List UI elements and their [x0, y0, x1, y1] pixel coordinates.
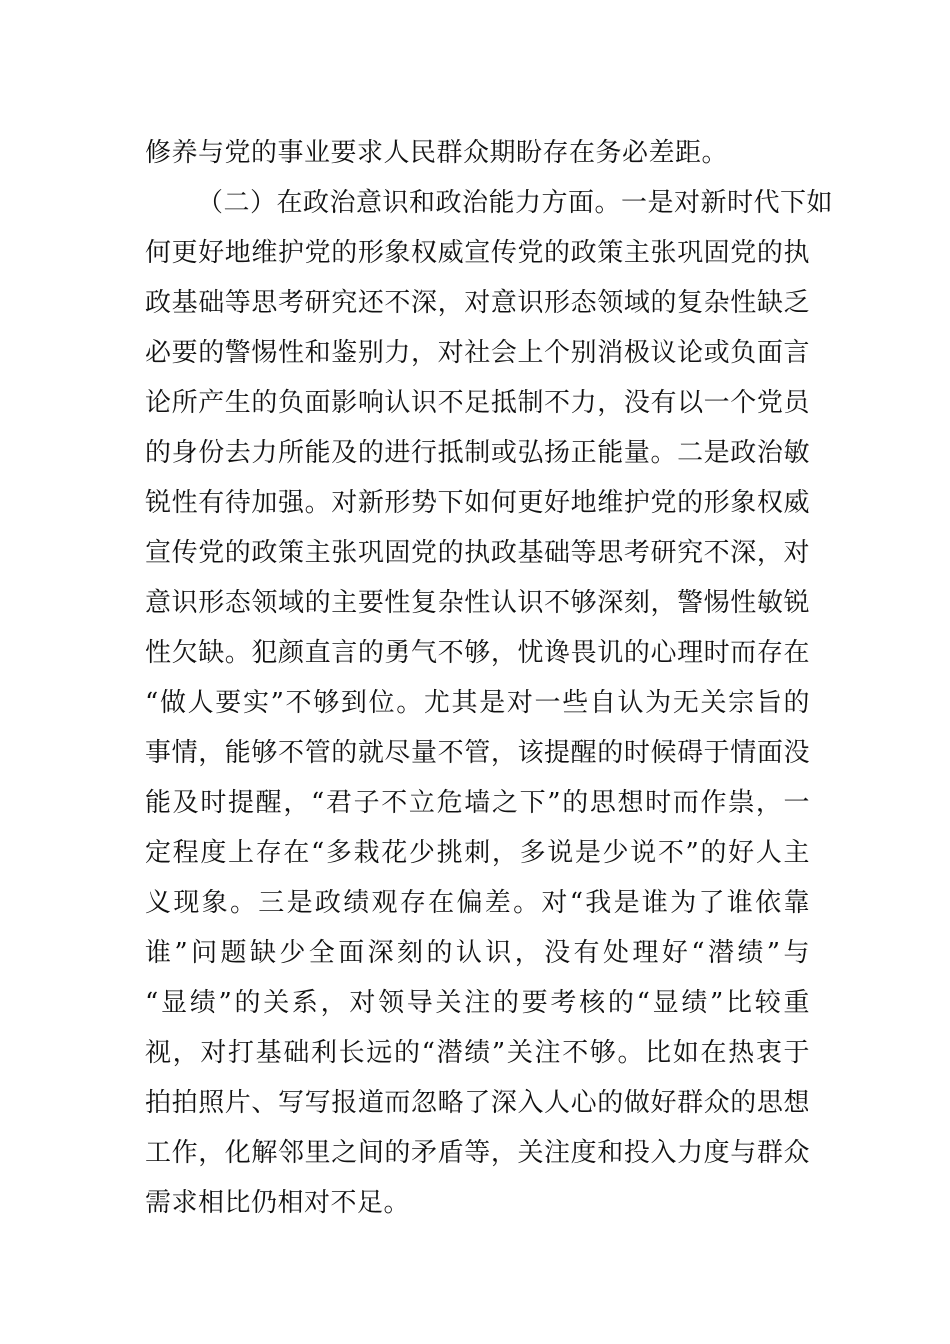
text-line: “做人要实”不够到位。尤其是对一些自认为无关宗旨的 [145, 688, 810, 718]
text-line: 政基础等思考研究还不深，对意识形态领域的复杂性缺乏 [145, 288, 810, 318]
text-line: 视，对打基础利长远的“潜绩”关注不够。比如在热衷于 [145, 1038, 810, 1068]
text-line: 定程度上存在“多栽花少挑刺，多说是少说不”的好人主 [145, 838, 810, 868]
text-line: 事情，能够不管的就尽量不管，该提醒的时候碍于情面没 [145, 738, 810, 768]
text-line: 论所产生的负面影响认识不足抵制不力，没有以一个党员 [145, 388, 810, 418]
text-line: 必要的警惕性和鉴别力，对社会上个别消极议论或负面言 [145, 338, 810, 368]
text-line: 修养与党的事业要求人民群众期盼存在务必差距。 [145, 138, 729, 168]
text-line: 锐性有待加强。对新形势下如何更好地维护党的形象权威 [145, 488, 810, 518]
text-line: 义现象。三是政绩观存在偏差。对“我是谁为了谁依靠 [145, 888, 810, 918]
body-text [145, 128, 834, 1228]
text-line: 宣传党的政策主张巩固党的执政基础等思考研究不深，对 [145, 538, 810, 568]
text-line: 的身份去力所能及的进行抵制或弘扬正能量。二是政治敏 [145, 438, 810, 468]
text-line: “显绩”的关系，对领导关注的要考核的“显绩”比较重 [145, 988, 810, 1018]
text-line: 能及时提醒，“君子不立危墙之下”的思想时而作祟，一 [145, 788, 810, 818]
text-line: 性欠缺。犯颜直言的勇气不够，忧谗畏讥的心理时而存在 [145, 638, 810, 668]
text-line: 拍拍照片、写写报道而忽略了深入人心的做好群众的思想 [145, 1088, 810, 1118]
text-line: 谁”问题缺少全面深刻的认识，没有处理好“潜绩”与 [145, 938, 810, 968]
text-line: 意识形态领域的主要性复杂性认识不够深刻，警惕性敏锐 [145, 588, 810, 618]
text-line: 何更好地维护党的形象权威宣传党的政策主张巩固党的执 [145, 238, 810, 268]
text-line: （二）在政治意识和政治能力方面。一是对新时代下如 [197, 188, 834, 218]
text-line: 需求相比仍相对不足。 [145, 1188, 411, 1218]
text-line: 工作，化解邻里之间的矛盾等，关注度和投入力度与群众 [145, 1138, 810, 1168]
